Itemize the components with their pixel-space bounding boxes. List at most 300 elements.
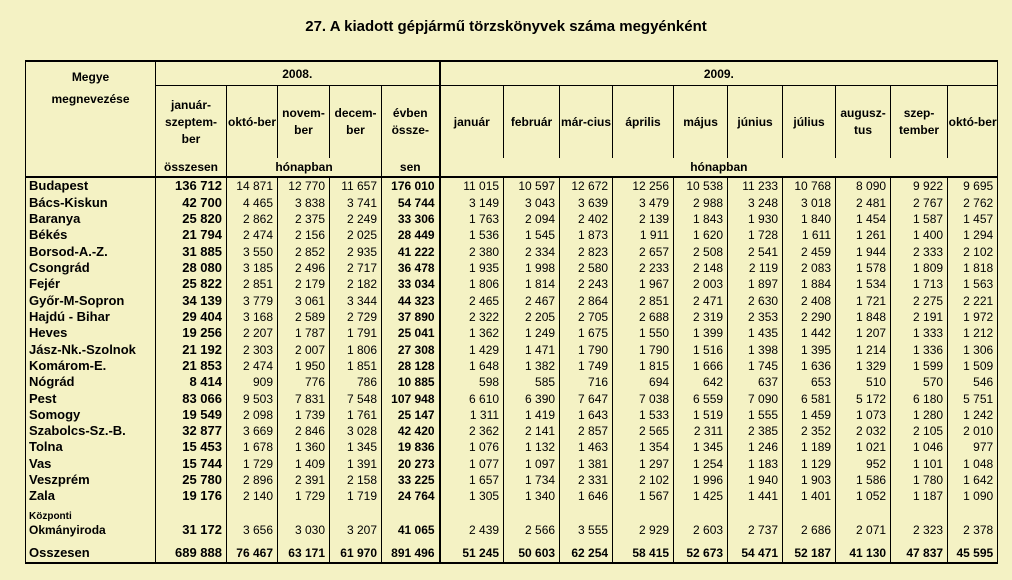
- cell-value: 1 189: [783, 439, 836, 455]
- cell-value: 1 678: [227, 439, 278, 455]
- cell-value: 1 132: [504, 439, 560, 455]
- cell-value: 1 550: [613, 325, 674, 341]
- cell-value: 2 465: [440, 293, 504, 309]
- cell-value: 28 080: [156, 260, 227, 276]
- column-header-1: októ-ber: [227, 86, 278, 158]
- cell-value: 2 541: [728, 244, 783, 260]
- county-name: Pest: [26, 390, 156, 406]
- cell-value: 1 536: [440, 227, 504, 243]
- cell-value: 1 599: [891, 358, 948, 374]
- cell-value: 1 336: [891, 341, 948, 357]
- cell-value: 20 273: [382, 456, 440, 472]
- column-header-11: július: [783, 86, 836, 158]
- cell-value: 1 780: [891, 472, 948, 488]
- table-row: [26, 260, 998, 276]
- cell-value: 36 478: [382, 260, 440, 276]
- cell-value: 1 463: [560, 439, 613, 455]
- cell-value: 1 884: [783, 276, 836, 292]
- county-name: Győr-M-Sopron: [26, 293, 156, 309]
- cell-value: 3 030: [278, 505, 330, 538]
- cell-value: 642: [674, 374, 728, 390]
- cell-value: 25 822: [156, 276, 227, 292]
- cell-value: 1 101: [891, 456, 948, 472]
- table-row: [26, 374, 998, 390]
- cell-value: 1 360: [278, 439, 330, 455]
- cell-value: 2 140: [227, 488, 278, 504]
- cell-value: 1 306: [948, 341, 998, 357]
- cell-value: 2 823: [560, 244, 613, 260]
- cell-value: 1 578: [836, 260, 891, 276]
- cell-value: 1 073: [836, 407, 891, 423]
- cell-value: 1 648: [440, 358, 504, 374]
- cell-value: 14 871: [227, 177, 278, 194]
- cell-value: 1 636: [783, 358, 836, 374]
- cell-value: 2 102: [613, 472, 674, 488]
- cell-value: 1 996: [674, 472, 728, 488]
- cell-value: 1 261: [836, 227, 891, 243]
- cell-value: 2 408: [783, 293, 836, 309]
- cell-value: 6 610: [440, 390, 504, 406]
- cell-value: 34 139: [156, 293, 227, 309]
- cell-value: 12 256: [613, 177, 674, 194]
- cell-value: 1 729: [227, 456, 278, 472]
- cell-value: 1 998: [504, 260, 560, 276]
- cell-value: 1 425: [674, 488, 728, 504]
- cell-value: 2 032: [836, 423, 891, 439]
- cell-value: 1 362: [440, 325, 504, 341]
- cell-value: 1 790: [613, 341, 674, 357]
- cell-value: 1 534: [836, 276, 891, 292]
- cell-value: 1 021: [836, 439, 891, 455]
- cell-value: 45 595: [948, 543, 998, 563]
- cell-value: 1 345: [674, 439, 728, 455]
- cell-value: 2 071: [836, 505, 891, 538]
- cell-value: 3 779: [227, 293, 278, 309]
- cell-value: 7 090: [728, 390, 783, 406]
- cell-value: 2 141: [504, 423, 560, 439]
- cell-value: 2 311: [674, 423, 728, 439]
- cell-value: 2 439: [440, 505, 504, 538]
- cell-value: 3 207: [330, 505, 382, 538]
- cell-value: 15 744: [156, 456, 227, 472]
- cell-value: 2 102: [948, 244, 998, 260]
- cell-value: 1 586: [836, 472, 891, 488]
- cell-value: 7 548: [330, 390, 382, 406]
- column-header-4: évben össze-: [382, 86, 440, 158]
- cell-value: 21 192: [156, 341, 227, 357]
- cell-value: 1 052: [836, 488, 891, 504]
- cell-value: 585: [504, 374, 560, 390]
- cell-value: 41 222: [382, 244, 440, 260]
- cell-value: 2 657: [613, 244, 674, 260]
- cell-value: 1 097: [504, 456, 560, 472]
- cell-value: 10 768: [783, 177, 836, 194]
- cell-value: 2 083: [783, 260, 836, 276]
- cell-value: 2 094: [504, 211, 560, 227]
- total-row: [26, 543, 998, 563]
- cell-value: 2 589: [278, 309, 330, 325]
- cell-value: 2 179: [278, 276, 330, 292]
- cell-value: 653: [783, 374, 836, 390]
- cell-value: 2 303: [227, 341, 278, 357]
- year-2008-header: 2008.: [156, 61, 440, 86]
- table-row: [26, 505, 998, 538]
- cell-value: 3 043: [504, 195, 560, 211]
- cell-value: 1 903: [783, 472, 836, 488]
- county-name: Nógrád: [26, 374, 156, 390]
- county-name: Békés: [26, 227, 156, 243]
- cell-value: 6 390: [504, 390, 560, 406]
- cell-value: 2 334: [504, 244, 560, 260]
- cell-value: 1 729: [278, 488, 330, 504]
- cell-value: 6 581: [783, 390, 836, 406]
- cell-value: 2 935: [330, 244, 382, 260]
- column-header-14: októ-ber: [948, 86, 998, 158]
- cell-value: 1 329: [836, 358, 891, 374]
- county-header: [26, 61, 156, 158]
- cell-value: 3 168: [227, 309, 278, 325]
- cell-value: 1 940: [728, 472, 783, 488]
- cell-value: 3 639: [560, 195, 613, 211]
- cell-value: 891 496: [382, 543, 440, 563]
- cell-value: 28 449: [382, 227, 440, 243]
- cell-value: 37 890: [382, 309, 440, 325]
- year-2009-header: 2009.: [440, 61, 998, 86]
- county-name: Zala: [26, 488, 156, 504]
- cell-value: 9 922: [891, 177, 948, 194]
- cell-value: 2 467: [504, 293, 560, 309]
- cell-value: 2 139: [613, 211, 674, 227]
- cell-value: 2 929: [613, 505, 674, 538]
- cell-value: 52 187: [783, 543, 836, 563]
- cell-value: 32 877: [156, 423, 227, 439]
- cell-value: 1 719: [330, 488, 382, 504]
- cell-value: 6 559: [674, 390, 728, 406]
- cell-value: 10 597: [504, 177, 560, 194]
- cell-value: 1 246: [728, 439, 783, 455]
- cell-value: 2 402: [560, 211, 613, 227]
- cell-value: 136 712: [156, 177, 227, 194]
- cell-value: 598: [440, 374, 504, 390]
- county-name: [26, 505, 156, 538]
- cell-value: 25 780: [156, 472, 227, 488]
- cell-value: 63 171: [278, 543, 330, 563]
- column-header-8: április: [613, 86, 674, 158]
- cell-value: 3 741: [330, 195, 382, 211]
- table-row: [26, 423, 998, 439]
- cell-value: 2 852: [278, 244, 330, 260]
- cell-value: 2 207: [227, 325, 278, 341]
- cell-value: 2 566: [504, 505, 560, 538]
- cell-value: 6 180: [891, 390, 948, 406]
- cell-value: 21 853: [156, 358, 227, 374]
- cell-value: 2 864: [560, 293, 613, 309]
- cell-value: 2 851: [613, 293, 674, 309]
- cell-value: 1 611: [783, 227, 836, 243]
- cell-value: 54 471: [728, 543, 783, 563]
- cell-value: 2 496: [278, 260, 330, 276]
- table-row: [26, 456, 998, 472]
- cell-value: 1 587: [891, 211, 948, 227]
- cell-value: 1 563: [948, 276, 998, 292]
- cell-value: 33 034: [382, 276, 440, 292]
- county-name: Somogy: [26, 407, 156, 423]
- table-row: [26, 227, 998, 243]
- cell-value: 1 090: [948, 488, 998, 504]
- cell-value: 54 744: [382, 195, 440, 211]
- county-name: Baranya: [26, 211, 156, 227]
- cell-value: 8 090: [836, 177, 891, 194]
- cell-value: 1 897: [728, 276, 783, 292]
- cell-value: 1 419: [504, 407, 560, 423]
- cell-value: 1 214: [836, 341, 891, 357]
- cell-value: 10 538: [674, 177, 728, 194]
- cell-value: 2 380: [440, 244, 504, 260]
- cell-value: 1 944: [836, 244, 891, 260]
- cell-value: 909: [227, 374, 278, 390]
- table-row: [26, 341, 998, 357]
- column-header-6: február: [504, 86, 560, 158]
- cell-value: 2 459: [783, 244, 836, 260]
- cell-value: 1 429: [440, 341, 504, 357]
- cell-value: 3 028: [330, 423, 382, 439]
- cell-value: 107 948: [382, 390, 440, 406]
- cell-value: 2 290: [783, 309, 836, 325]
- cell-value: 2 896: [227, 472, 278, 488]
- column-header-10: június: [728, 86, 783, 158]
- cell-value: 1 840: [783, 211, 836, 227]
- cell-value: 2 233: [613, 260, 674, 276]
- cell-value: 2 471: [674, 293, 728, 309]
- cell-value: 2 474: [227, 227, 278, 243]
- cell-value: 2 565: [613, 423, 674, 439]
- cell-value: 2 007: [278, 341, 330, 357]
- cell-value: 2 717: [330, 260, 382, 276]
- cell-value: 3 061: [278, 293, 330, 309]
- cell-value: 19 836: [382, 439, 440, 455]
- cell-value: 2 319: [674, 309, 728, 325]
- cell-value: 2 851: [227, 276, 278, 292]
- cell-value: 12 672: [560, 177, 613, 194]
- cell-value: 21 794: [156, 227, 227, 243]
- county-name: Borsod-A.-Z.: [26, 244, 156, 260]
- cell-value: 1 967: [613, 276, 674, 292]
- cell-value: 1 254: [674, 456, 728, 472]
- kozponti-line2: Okmányiroda: [29, 523, 106, 538]
- cell-value: 1 187: [891, 488, 948, 504]
- cell-value: 1 242: [948, 407, 998, 423]
- cell-value: 1 333: [891, 325, 948, 341]
- cell-value: 2 580: [560, 260, 613, 276]
- table-row: [26, 325, 998, 341]
- cell-value: 2 010: [948, 423, 998, 439]
- cell-value: 1 454: [836, 211, 891, 227]
- cell-value: 3 656: [227, 505, 278, 538]
- kozponti-line1: Központi: [29, 511, 72, 523]
- cell-value: 2 686: [783, 505, 836, 538]
- cell-value: 1 297: [613, 456, 674, 472]
- cell-value: 1 806: [330, 341, 382, 357]
- cell-value: 1 646: [560, 488, 613, 504]
- county-name: Veszprém: [26, 472, 156, 488]
- cell-value: 19 549: [156, 407, 227, 423]
- cell-value: 2 375: [278, 211, 330, 227]
- table-row: [26, 276, 998, 292]
- county-header-line1: Megye: [71, 70, 110, 84]
- column-header-12: augusz-tus: [836, 86, 891, 158]
- cell-value: 1 382: [504, 358, 560, 374]
- cell-value: 637: [728, 374, 783, 390]
- cell-value: 83 066: [156, 390, 227, 406]
- cell-value: 41 130: [836, 543, 891, 563]
- county-name: Fejér: [26, 276, 156, 292]
- cell-value: 19 256: [156, 325, 227, 341]
- cell-value: 1 545: [504, 227, 560, 243]
- cell-value: 2 025: [330, 227, 382, 243]
- county-name: Bács-Kiskun: [26, 195, 156, 211]
- cell-value: 1 555: [728, 407, 783, 423]
- cell-value: 41 065: [382, 505, 440, 538]
- cell-value: 1 851: [330, 358, 382, 374]
- cell-value: 29 404: [156, 309, 227, 325]
- cell-value: 2 385: [728, 423, 783, 439]
- cell-value: 15 453: [156, 439, 227, 455]
- cell-value: 2 352: [783, 423, 836, 439]
- cell-value: 694: [613, 374, 674, 390]
- cell-value: 2 003: [674, 276, 728, 292]
- cell-value: 3 248: [728, 195, 783, 211]
- cell-value: 3 550: [227, 244, 278, 260]
- cell-value: 1 471: [504, 341, 560, 357]
- cell-value: 1 620: [674, 227, 728, 243]
- cell-value: 31 172: [156, 505, 227, 538]
- cell-value: 1 294: [948, 227, 998, 243]
- cell-value: 2 474: [227, 358, 278, 374]
- table-title: 27. A kiadott gépjármű törzskönyvek száma megyénként: [305, 18, 707, 35]
- column-header-9: május: [674, 86, 728, 158]
- cell-value: 11 233: [728, 177, 783, 194]
- cell-value: 2 098: [227, 407, 278, 423]
- column-header-5: január: [440, 86, 504, 158]
- cell-value: 1 749: [560, 358, 613, 374]
- cell-value: 76 467: [227, 543, 278, 563]
- cell-value: 28 128: [382, 358, 440, 374]
- cell-value: 1 818: [948, 260, 998, 276]
- cell-value: 1 972: [948, 309, 998, 325]
- cell-value: 2 243: [560, 276, 613, 292]
- cell-value: 1 728: [728, 227, 783, 243]
- cell-value: 2 156: [278, 227, 330, 243]
- cell-value: 7 831: [278, 390, 330, 406]
- table-row: [26, 244, 998, 260]
- table-row: [26, 211, 998, 227]
- cell-value: 2 988: [674, 195, 728, 211]
- cell-value: 1 533: [613, 407, 674, 423]
- cell-value: 2 508: [674, 244, 728, 260]
- cell-value: 2 705: [560, 309, 613, 325]
- table-row: [26, 439, 998, 455]
- osszesen-label: összesen: [156, 158, 227, 177]
- cell-value: 2 191: [891, 309, 948, 325]
- cell-value: 1 516: [674, 341, 728, 357]
- county-header-line2: megnevezése: [51, 92, 130, 106]
- cell-value: 2 119: [728, 260, 783, 276]
- cell-value: 1 399: [674, 325, 728, 341]
- sen-label: sen: [382, 158, 440, 177]
- cell-value: 1 675: [560, 325, 613, 341]
- cell-value: 2 362: [440, 423, 504, 439]
- cell-value: 1 459: [783, 407, 836, 423]
- county-name: Heves: [26, 325, 156, 341]
- cell-value: 3 018: [783, 195, 836, 211]
- cell-value: 1 848: [836, 309, 891, 325]
- cell-value: 786: [330, 374, 382, 390]
- cell-value: 3 149: [440, 195, 504, 211]
- cell-value: 25 820: [156, 211, 227, 227]
- table-row: [26, 407, 998, 423]
- cell-value: 1 745: [728, 358, 783, 374]
- cell-value: 1 734: [504, 472, 560, 488]
- cell-value: 61 970: [330, 543, 382, 563]
- cell-value: 1 345: [330, 439, 382, 455]
- cell-value: 2 323: [891, 505, 948, 538]
- cell-value: 1 519: [674, 407, 728, 423]
- cell-value: 8 414: [156, 374, 227, 390]
- cell-value: 11 657: [330, 177, 382, 194]
- cell-value: 2 148: [674, 260, 728, 276]
- county-name: Budapest: [26, 177, 156, 194]
- cell-value: 42 700: [156, 195, 227, 211]
- cell-value: 1 791: [330, 325, 382, 341]
- cell-value: 2 182: [330, 276, 382, 292]
- cell-value: 2 481: [836, 195, 891, 211]
- cell-value: 1 642: [948, 472, 998, 488]
- cell-value: 776: [278, 374, 330, 390]
- cell-value: 1 873: [560, 227, 613, 243]
- cell-value: 1 409: [278, 456, 330, 472]
- cell-value: 2 762: [948, 195, 998, 211]
- cell-value: 1 509: [948, 358, 998, 374]
- cell-value: 1 249: [504, 325, 560, 341]
- cell-value: 3 185: [227, 260, 278, 276]
- cell-value: 5 751: [948, 390, 998, 406]
- cell-value: 2 378: [948, 505, 998, 538]
- table-row: [26, 309, 998, 325]
- cell-value: 1 183: [728, 456, 783, 472]
- table-row: [26, 488, 998, 504]
- cell-value: 1 806: [440, 276, 504, 292]
- cell-value: 1 567: [613, 488, 674, 504]
- cell-value: 1 381: [560, 456, 613, 472]
- county-name: Komárom-E.: [26, 358, 156, 374]
- cell-value: 1 935: [440, 260, 504, 276]
- cell-value: 4 465: [227, 195, 278, 211]
- cell-value: 1 395: [783, 341, 836, 357]
- cell-value: 3 479: [613, 195, 674, 211]
- cell-value: 1 739: [278, 407, 330, 423]
- cell-value: 1 657: [440, 472, 504, 488]
- cell-value: 50 603: [504, 543, 560, 563]
- cell-value: 1 401: [783, 488, 836, 504]
- cell-value: 1 763: [440, 211, 504, 227]
- cell-value: 716: [560, 374, 613, 390]
- cell-value: 3 838: [278, 195, 330, 211]
- cell-value: 9 503: [227, 390, 278, 406]
- cell-value: 1 280: [891, 407, 948, 423]
- county-name: Osszesen: [26, 543, 156, 563]
- cell-value: 1 400: [891, 227, 948, 243]
- cell-value: 42 420: [382, 423, 440, 439]
